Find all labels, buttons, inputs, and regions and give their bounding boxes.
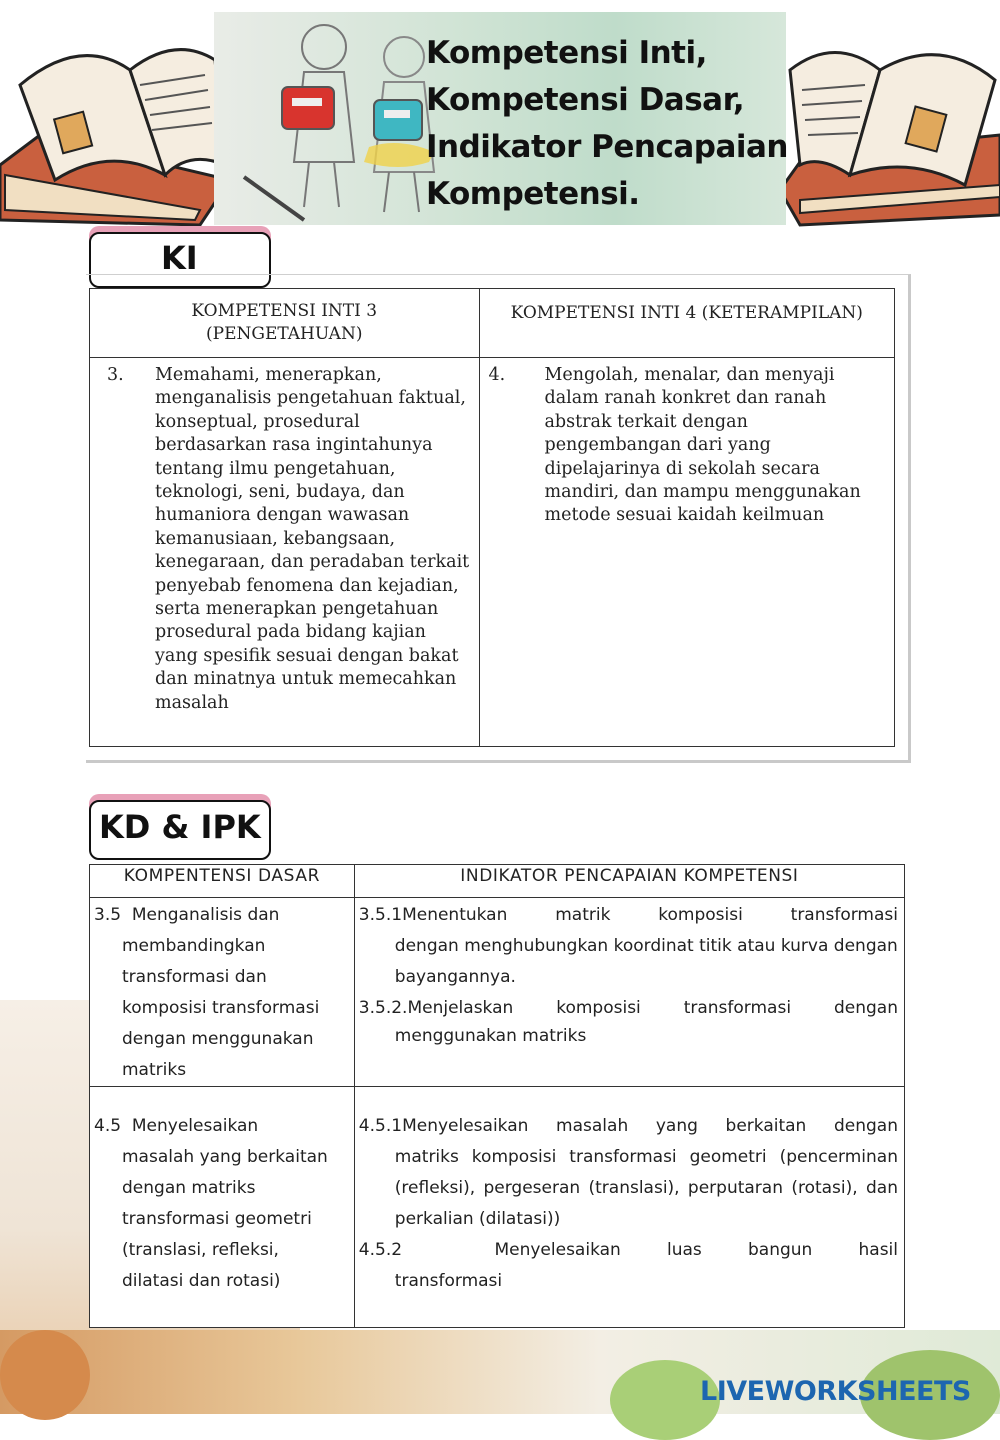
indicator-number: 4.5.2 [358, 1240, 403, 1260]
ki4-cell [479, 358, 895, 747]
ki4-number: 4. [488, 365, 506, 385]
kd-text: membandingkan transformasi dan komposisi transformasi dengan menggunakan matriks [122, 936, 320, 1080]
indicator-text-first: Menentukan matrik komposisi transformasi [402, 905, 898, 925]
indicator-text: menggunakan matriks [394, 1026, 587, 1046]
sun-illustration [0, 1330, 90, 1420]
ki-header-4: KOMPETENSI INTI 4 (KETERAMPILAN) [479, 289, 895, 358]
ki4-text: Mengolah, menalar, dan menyaji dalam ranah konkret dan ranah abstrak terkait dengan pengembangan dari yang dipelajarinya di sekolah secara mandiri, dan mampu menggunakan metode sesuai kaidah keilmuan [544, 365, 861, 526]
ipk-cell [354, 898, 904, 1087]
kd-text-first: Menyelesaikan [131, 1116, 259, 1136]
ipk-header: INDIKATOR PENCAPAIAN KOMPETENSI [354, 865, 904, 898]
page-title [426, 30, 786, 218]
section-tab-label: KI [161, 239, 198, 277]
indicator-text-first: Menyelesaikan masalah yang berkaitan dengan [402, 1116, 898, 1136]
indicator-text: matriks komposisi transformasi geometri (pencerminan (refleksi), pergeseran (translasi), perputaran (rotasi), dan perkalian (dilatasi)) [394, 1147, 898, 1229]
indicator-item [359, 993, 898, 1048]
indicator-item [359, 900, 898, 993]
ki3-number: 3. [107, 365, 124, 385]
indicator-text: dengan menghubungkan koordinat titik atau kurva dengan bayangannya. [394, 936, 898, 987]
ki-header-3: KOMPETENSI INTI 3 (PENGETAHUAN) [90, 289, 480, 358]
kd-text-first: Menganalisis dan [131, 905, 280, 925]
ipk-cell [354, 1087, 904, 1328]
indicator-number: 4.5.1 [358, 1116, 403, 1136]
kd-cell [90, 898, 355, 1087]
section-tab-label: KD & IPK [99, 808, 261, 846]
open-book-icon [0, 15, 230, 230]
indicator-item [359, 1111, 898, 1235]
title-line: Kompetensi. [426, 176, 640, 212]
ki-table [89, 288, 895, 747]
title-line: Kompetensi Dasar, [426, 82, 745, 118]
indicator-text: transformasi [394, 1271, 503, 1291]
section-tab-kd-ipk [89, 800, 271, 860]
indicator-text-first: Menyelesaikan luas bangun hasil [494, 1240, 898, 1260]
indicator-number: 3.5.1 [358, 905, 403, 925]
title-line: Indikator Pencapaian [426, 129, 788, 165]
ki3-cell [90, 358, 480, 747]
kd-ipk-table [89, 864, 905, 1328]
kd-number: 4.5 [94, 1116, 122, 1136]
open-book-icon [780, 15, 1000, 230]
kd-text: masalah yang berkaitan dengan matriks transformasi geometri (translasi, refleksi, dilatasi dan rotasi) [122, 1147, 328, 1291]
kd-cell [90, 1087, 355, 1328]
indicator-text-first: Menjelaskan komposisi transformasi dengan [407, 998, 898, 1018]
indicator-number: 3.5.2. [358, 998, 408, 1018]
indicator-item [359, 1235, 898, 1297]
ki3-text: Memahami, menerapkan, menganalisis pengetahuan faktual, konseptual, prosedural berdasarkan rasa ingintahunya tentang ilmu pengetahuan, teknologi, seni, budaya, dan humaniora dengan wawasan kemanusiaan, kebangsaan, kenegaraan, dan peradaban terkait penyebab fenomena dan kejadian, serta menerapkan pengetahuan prosedural pada bidang kajian yang spesifik sesuai dengan bakat dan minatnya untuk memecahkan masalah [155, 365, 470, 713]
kd-header: KOMPENTENSI DASAR [90, 865, 355, 898]
liveworksheets-logo[interactable]: LIVEWORKSHEETS [700, 1376, 971, 1407]
kd-number: 3.5 [94, 905, 122, 925]
title-line: Kompetensi Inti, [426, 35, 707, 71]
